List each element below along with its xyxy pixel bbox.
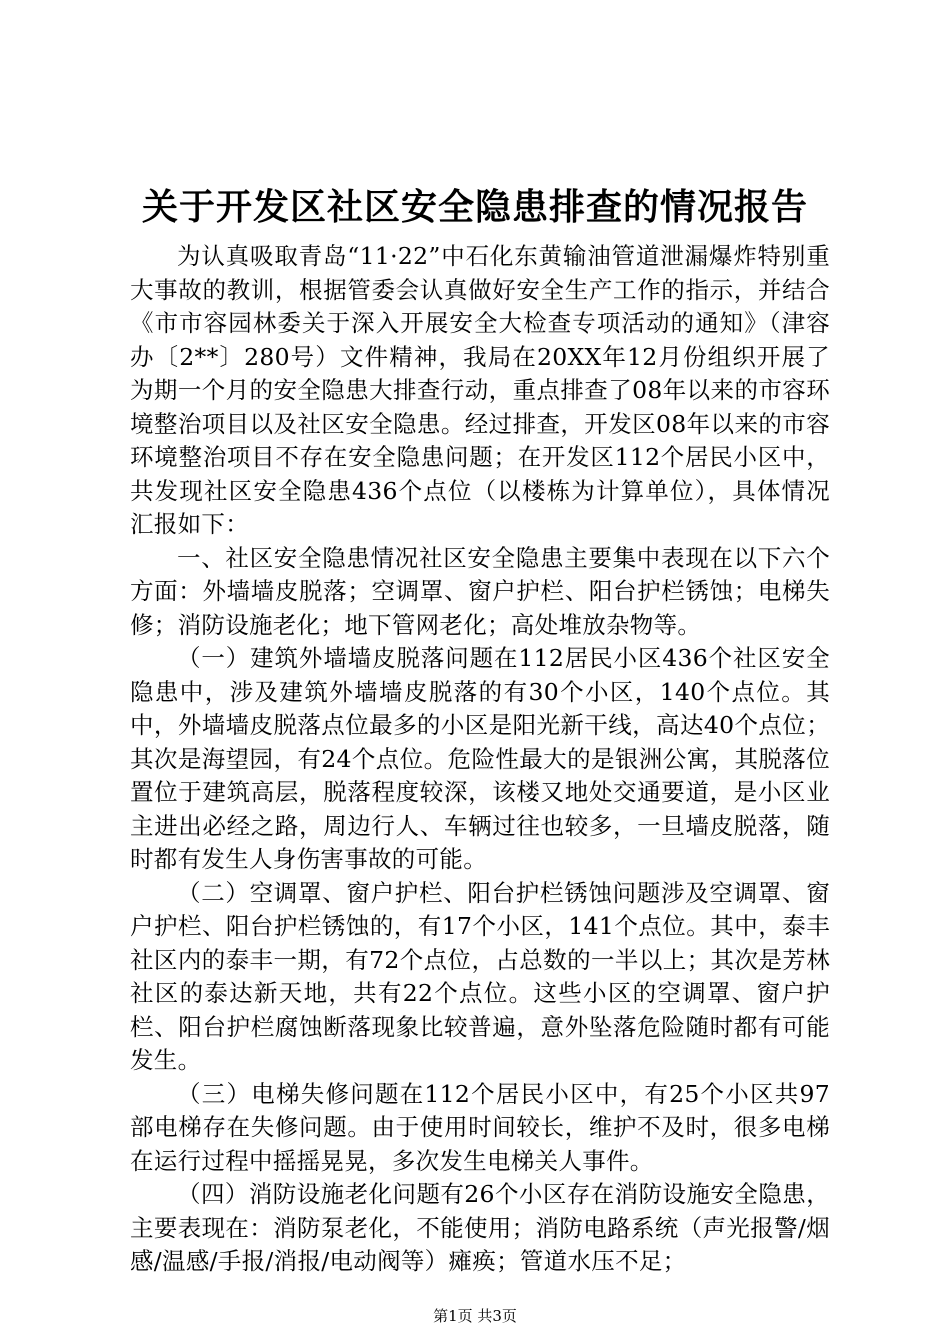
paragraph-section-1: 一、社区安全隐患情况社区安全隐患主要集中表现在以下六个方面：外墙墙皮脱落；空调罩、窗户护栏、阳台护栏锈蚀；电梯失修；消防设施老化；地下管网老化；高处堆放杂物等。 bbox=[130, 543, 830, 639]
document-title: 关于开发区社区安全隐患排查的情况报告 bbox=[141, 186, 808, 228]
paragraph-item-1: （一）建筑外墙墙皮脱落问题在112居民小区436个社区安全隐患中，涉及建筑外墙墙皮脱落的有30个小区，140个点位。其中，外墙墙皮脱落点位最多的小区是阳光新干线，高达40个点位；其次是海望园，有24个点位。危险性最大的是银洲公寓，其脱落位置位于建筑高层，脱落程度较深，该楼又地处交通要道，是小区业主进出必经之路，周边行人、车辆过往也较多，一旦墙皮脱落，随时都有发生人身伤害事故的可能。 bbox=[130, 644, 830, 873]
paragraph-item-2: （二）空调罩、窗户护栏、阳台护栏锈蚀问题涉及空调罩、窗户护栏、阳台护栏锈蚀的，有17个小区，141个点位。其中，泰丰社区内的泰丰一期，有72个点位，占总数的一半以上；其次是芳林社区的泰达新天地，共有22个点位。这些小区的空调罩、窗户护栏、阳台护栏腐蚀断落现象比较普遍，意外坠落危险随时都有可能发生。 bbox=[130, 878, 830, 1074]
page-number-footer: 第1页 共3页 bbox=[433, 1307, 517, 1325]
paragraph-item-3: （三）电梯失修问题在112个居民小区中，有25个小区共97部电梯存在失修问题。由于使用时间较长，维护不及时，很多电梯在运行过程中摇摇晃晃，多次发生电梯关人事件。 bbox=[130, 1079, 830, 1175]
document-body bbox=[130, 240, 830, 1279]
paragraph-intro: 为认真吸取青岛“11·22”中石化东黄输油管道泄漏爆炸特别重大事故的教训，根据管委会认真做好安全生产工作的指示，并结合《市市容园林委关于深入开展安全大检查专项活动的通知》（津容办〔2**〕280号）文件精神，我局在20XX年12月份组织开展了为期一个月的安全隐患大排查行动，重点排查了08年以来的市容环境整治项目以及社区安全隐患。经过排查，开发区08年以来的市容环境整治项目不存在安全隐患问题；在开发区112个居民小区中，共发现社区安全隐患436个点位（以楼栋为计算单位），具体情况汇报如下： bbox=[130, 242, 830, 538]
paragraph-item-4: （四）消防设施老化问题有26个小区存在消防设施安全隐患，主要表现在：消防泵老化，不能使用；消防电路系统（声光报警/烟感/温感/手报/消报/电动阀等）瘫痪；管道水压不足； bbox=[130, 1180, 830, 1275]
